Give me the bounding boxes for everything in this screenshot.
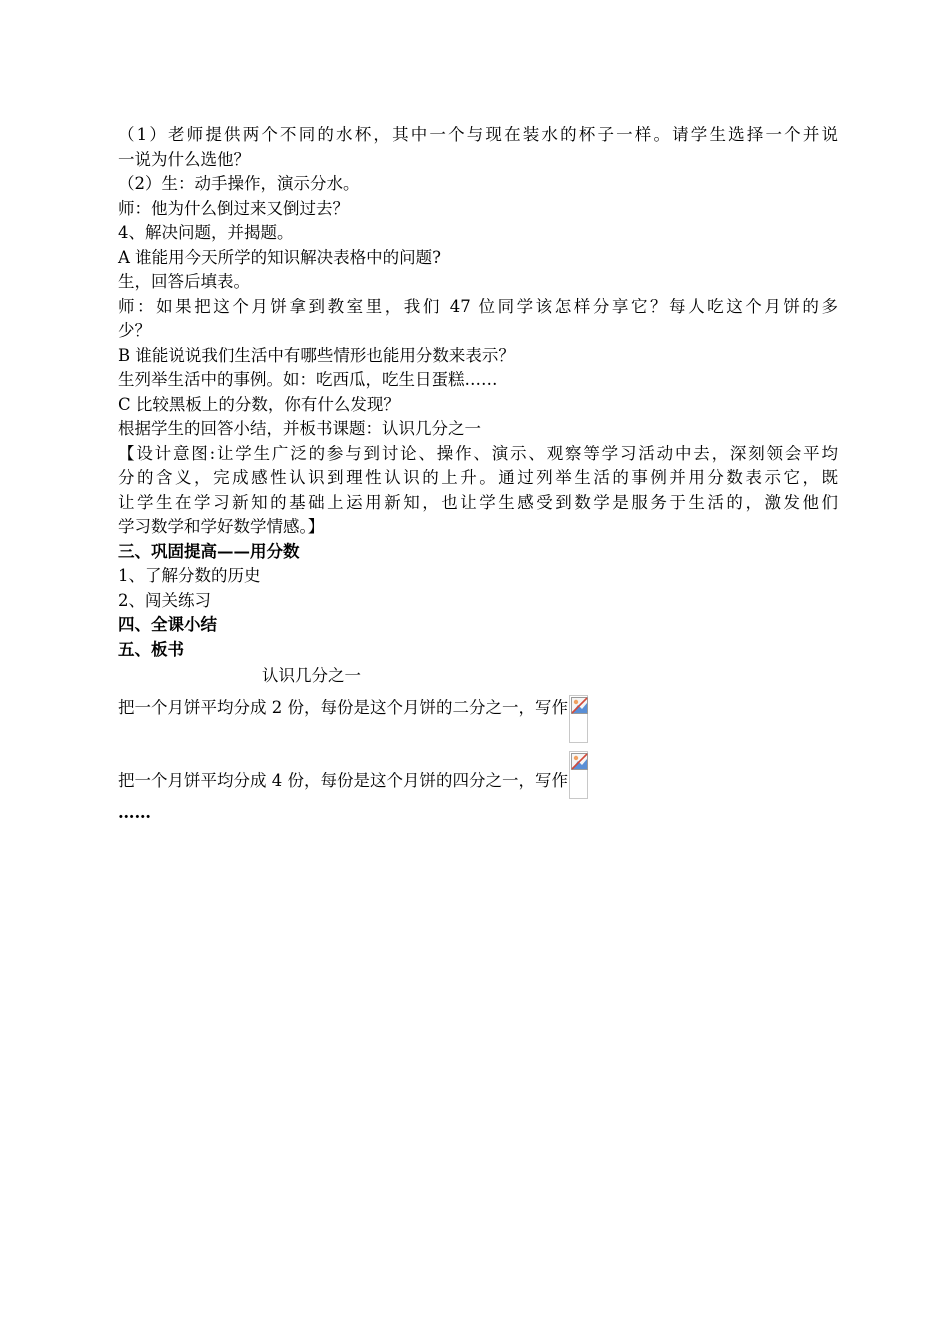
ellipsis: …… xyxy=(118,802,151,822)
section-heading: 五、板书 xyxy=(118,639,184,659)
paragraph-line: 师：如果把这个月饼拿到教室里，我们 47 位同学该怎样分享它？每人吃这个月饼的多 xyxy=(118,296,838,316)
board-equation-text: 把一个月饼平均分成 2 份，每份是这个月饼的二分之一，写作 xyxy=(118,697,568,717)
paragraph-line: 师：他为什么倒过来又倒过去？ xyxy=(118,198,349,218)
board-equation-row xyxy=(118,751,838,801)
paragraph-line: B 谁能说说我们生活中有哪些情形也能用分数来表示？ xyxy=(118,345,515,365)
board-title: 认识几分之一 xyxy=(262,666,361,685)
paragraph-line: 4、解决问题，并揭题。 xyxy=(118,223,294,242)
list-item: 2、闯关练习 xyxy=(118,590,211,610)
section-heading: 三、巩固提高——用分数 xyxy=(118,541,300,561)
paragraph-line: 少？ xyxy=(118,321,151,340)
design-intent-line: 让学生在学习新知的基础上运用新知，也让学生感受到数学是服务于生活的，激发他们 xyxy=(118,492,838,512)
design-intent-line: 学习数学和学好数学情感。】 xyxy=(118,517,325,536)
paragraph-line: （2）生：动手操作，演示分水。 xyxy=(118,174,360,193)
paragraph-line: （1）老师提供两个不同的水杯，其中一个与现在装水的杯子一样。请学生选择一个并说 xyxy=(118,125,838,144)
board-equation-row xyxy=(118,695,838,745)
document-page xyxy=(118,123,838,825)
design-intent-line: 【设计意图:让学生广泛的参与到讨论、操作、演示、观察等学习活动中去，深刻领会平均 xyxy=(118,443,838,463)
paragraph-line: 根据学生的回答小结，并板书课题：认识几分之一 xyxy=(118,419,481,438)
paragraph-line: A 谁能用今天所学的知识解决表格中的问题? xyxy=(118,247,442,267)
paragraph-line: 生列举生活中的事例。如：吃西瓜，吃生日蛋糕…… xyxy=(118,370,498,389)
design-intent-line: 分的含义，完成感性认识到理性认识的上升。通过列举生活的事例并用分数表示它，既 xyxy=(118,468,838,487)
paragraph-line: C 比较黑板上的分数，你有什么发现？ xyxy=(118,394,400,414)
paragraph-line: 一说为什么选他？ xyxy=(118,149,250,169)
broken-image-icon xyxy=(569,695,588,743)
broken-image-icon xyxy=(569,751,588,799)
paragraph-line: 生，回答后填表。 xyxy=(118,272,250,291)
list-item: 1、了解分数的历史 xyxy=(118,566,261,585)
board-equation-text: 把一个月饼平均分成 4 份，每份是这个月饼的四分之一，写作 xyxy=(118,770,568,790)
section-heading: 四、全课小结 xyxy=(118,615,217,634)
